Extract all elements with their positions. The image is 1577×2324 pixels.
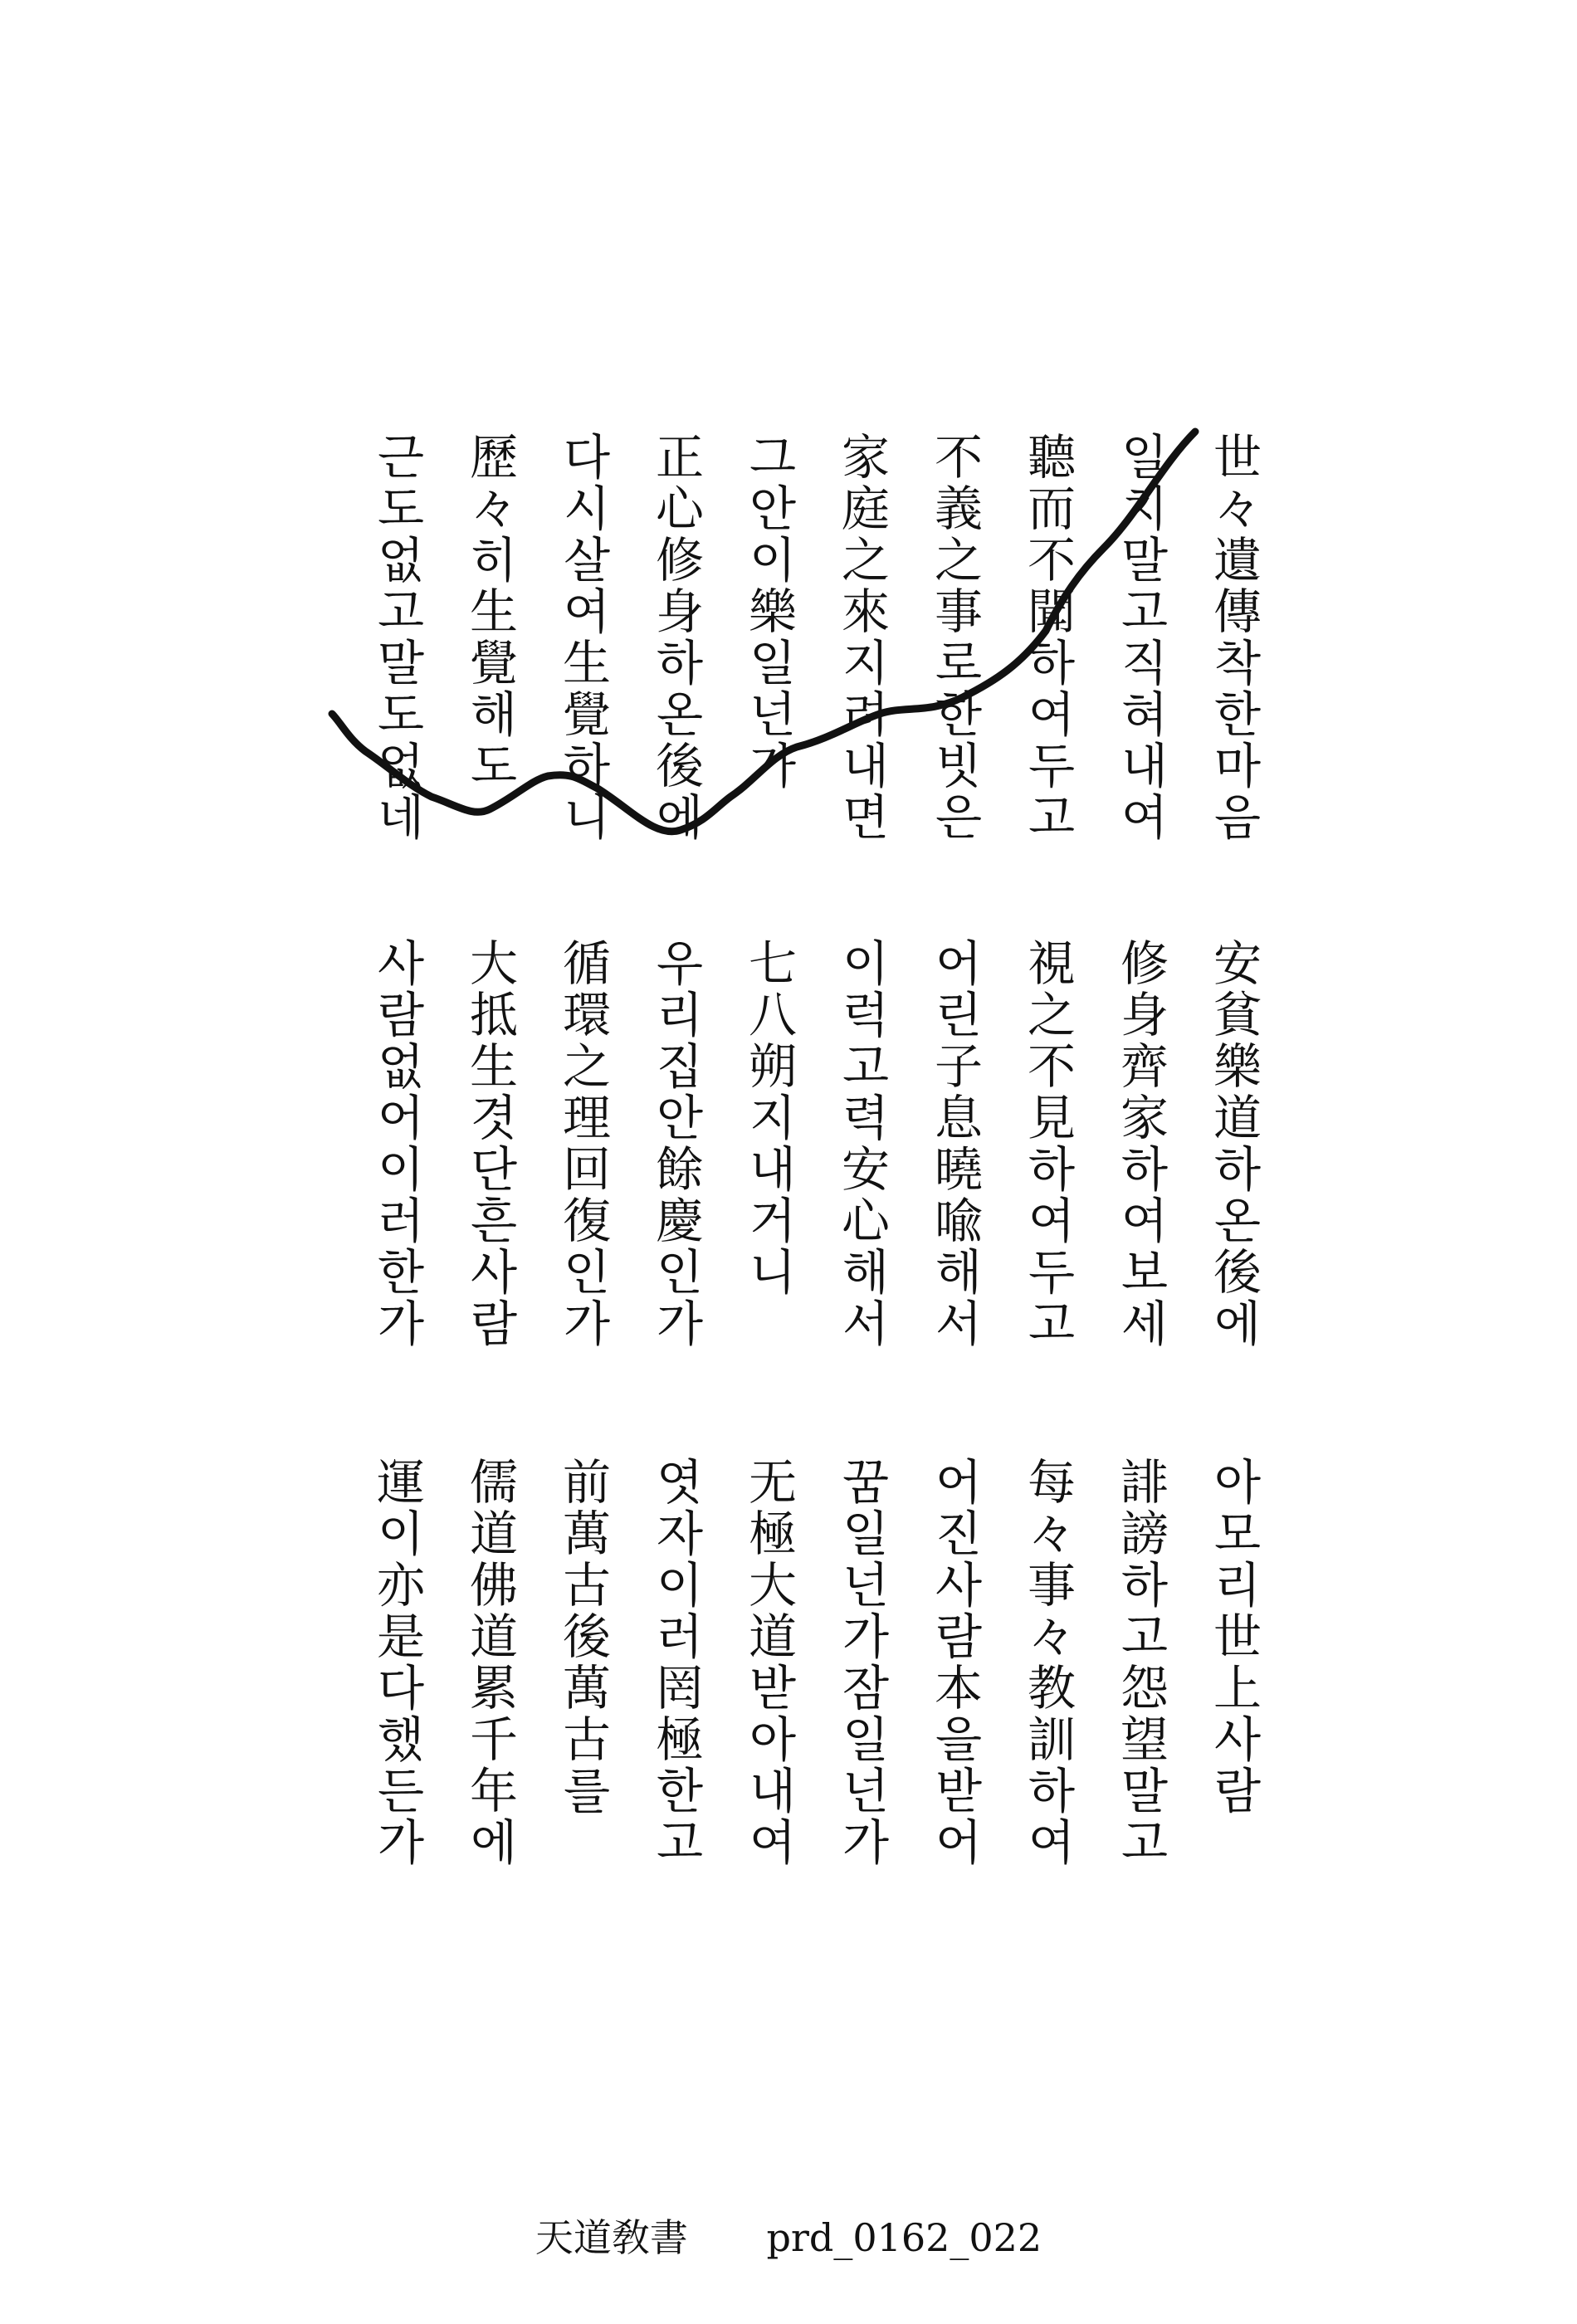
verse-line: 大抵生겻단흔사람 [461,938,518,1350]
verse-line: 어린子息曉喩해서 [926,938,983,1350]
verse-line: 正心修身하온後에 [647,432,704,843]
verse-line: 无極大道받아내여 [740,1457,797,1868]
verse-line: 어진사람本을받어 [926,1457,983,1868]
verse-line: 아모리世上사람 [1205,1457,1262,1817]
verse-line: 우리집안餘慶인가 [647,938,704,1350]
verse-line: 不義之事로한빗은 [926,432,983,843]
verse-line: 근도없고말도없네 [369,432,425,843]
verse-line: 世々遺傳착한마음 [1205,432,1262,843]
verse-line: 이럭고력安心해서 [833,938,890,1350]
verse-line: 循環之理回復인가 [554,938,611,1350]
verse-line: 그안이樂일넌가 [740,432,797,792]
verse-line: 運이亦是다했든가 [369,1457,425,1868]
verse-line: 前萬古後萬古를 [554,1457,611,1817]
page-footer [0,2208,1577,2263]
footer-code: prd_0162_022 [766,2215,1042,2260]
verse-line: 誹謗하고怨望말고 [1112,1457,1169,1868]
verse-line: 일치말고직혀내여 [1112,432,1169,843]
verse-line: 家庭之來지려내면 [833,432,890,843]
verse-line: 安貧樂道하온後에 [1205,938,1262,1350]
verse-line: 七八朔지내거니 [740,938,797,1298]
verse-line: 視之不見하여두고 [1019,938,1076,1350]
verse-line: 聽而不聞하여두고 [1019,432,1076,843]
verse-line: 每々事々教訓하여 [1019,1457,1076,1868]
verse-line: 다시살여生覺하니 [554,432,611,843]
verse-line: 꿈일넌가잠일넌가 [833,1457,890,1868]
verse-line: 사람없어이러한가 [369,938,425,1350]
verse-line: 儒道佛道累千年에 [461,1457,518,1868]
verse-line: 歷々히生覺해도 [461,432,518,792]
verse-line: 엿자이러罔極한고 [647,1457,704,1868]
footer-title: 天道敎書 [535,2215,688,2260]
verse-line: 修身齊家하여보세 [1112,938,1169,1350]
